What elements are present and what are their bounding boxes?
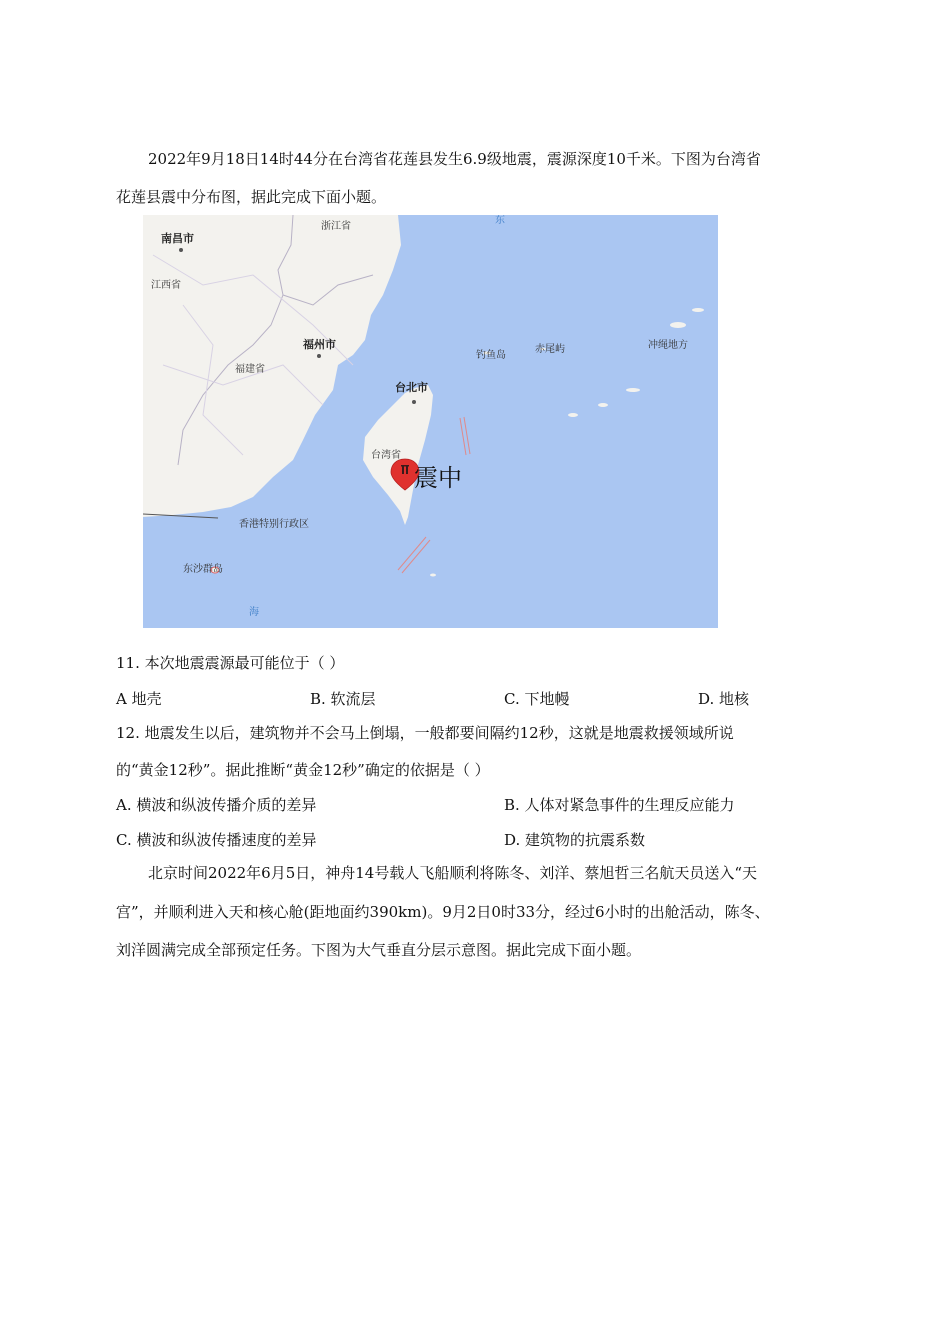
- intro2-line-3: 刘洋圆满完成全部预定任务。下图为大气垂直分层示意图。据此完成下面小题。: [116, 941, 642, 959]
- map-label-taipei: 台北市: [395, 381, 428, 394]
- map-label-sea-east: 东: [495, 215, 505, 226]
- map-label-nanchang: 南昌市: [161, 232, 194, 245]
- map-label-zhejiang: 浙江省: [321, 221, 351, 232]
- map-label-dongsha: 东沙群岛: [183, 564, 223, 575]
- intro-line-1: 2022年9月18日14时44分在台湾省花莲县发生6.9级地震，震源深度10千米。下图为台湾省: [148, 150, 761, 168]
- map-label-taiwan: 台湾省: [371, 450, 401, 461]
- map-label-fujian: 福建省: [235, 364, 265, 375]
- q11-option-b: B. 软流层: [310, 690, 376, 708]
- q12-stem-line-1: 12. 地震发生以后，建筑物并不会马上倒塌，一般都要间隔约12秒，这就是地震救援领域所说: [116, 724, 734, 742]
- q12-stem-line-2: 的“黄金12秒”。据此推断“黄金12秒”确定的依据是（ ）: [116, 761, 490, 779]
- q12-option-d: D. 建筑物的抗震系数: [504, 831, 646, 849]
- intro-line-2: 花莲县震中分布图，据此完成下面小题。: [116, 188, 387, 206]
- map-label-okinawa: 冲绳地方: [648, 340, 688, 351]
- q11-option-c: C. 下地幔: [504, 690, 570, 708]
- map-label-hongkong: 香港特别行政区: [239, 519, 309, 530]
- q12-option-c: C. 横波和纵波传播速度的差异: [116, 831, 317, 849]
- map-label-diaoyu: 钓鱼岛: [476, 350, 506, 361]
- q11-option-d: D. 地核: [698, 690, 750, 708]
- map-label-sea-south: 海: [249, 607, 259, 618]
- intro2-line-2: 宫”，并顺利进入天和核心舱(距地面约390km)。9月2日0时33分，经过6小时的出舱活动，陈冬、: [116, 903, 770, 921]
- map-label-epicenter: 震中: [414, 464, 462, 492]
- q11-stem: 11. 本次地震震源最可能位于（ ）: [116, 654, 345, 672]
- q11-option-a: A 地壳: [116, 690, 162, 708]
- taiwan-epicenter-map: [143, 215, 718, 628]
- q12-option-b: B. 人体对紧急事件的生理反应能力: [504, 796, 735, 814]
- map-label-chiwei: 赤尾屿: [535, 344, 565, 355]
- map-label-jiangxi: 江西省: [151, 280, 181, 291]
- map-label-fuzhou: 福州市: [303, 338, 336, 351]
- q12-option-a: A. 横波和纵波传播介质的差异: [116, 796, 317, 814]
- intro2-line-1: 北京时间2022年6月5日，神舟14号载人飞船顺利将陈冬、刘洋、蔡旭哲三名航天员送入“天: [148, 864, 758, 882]
